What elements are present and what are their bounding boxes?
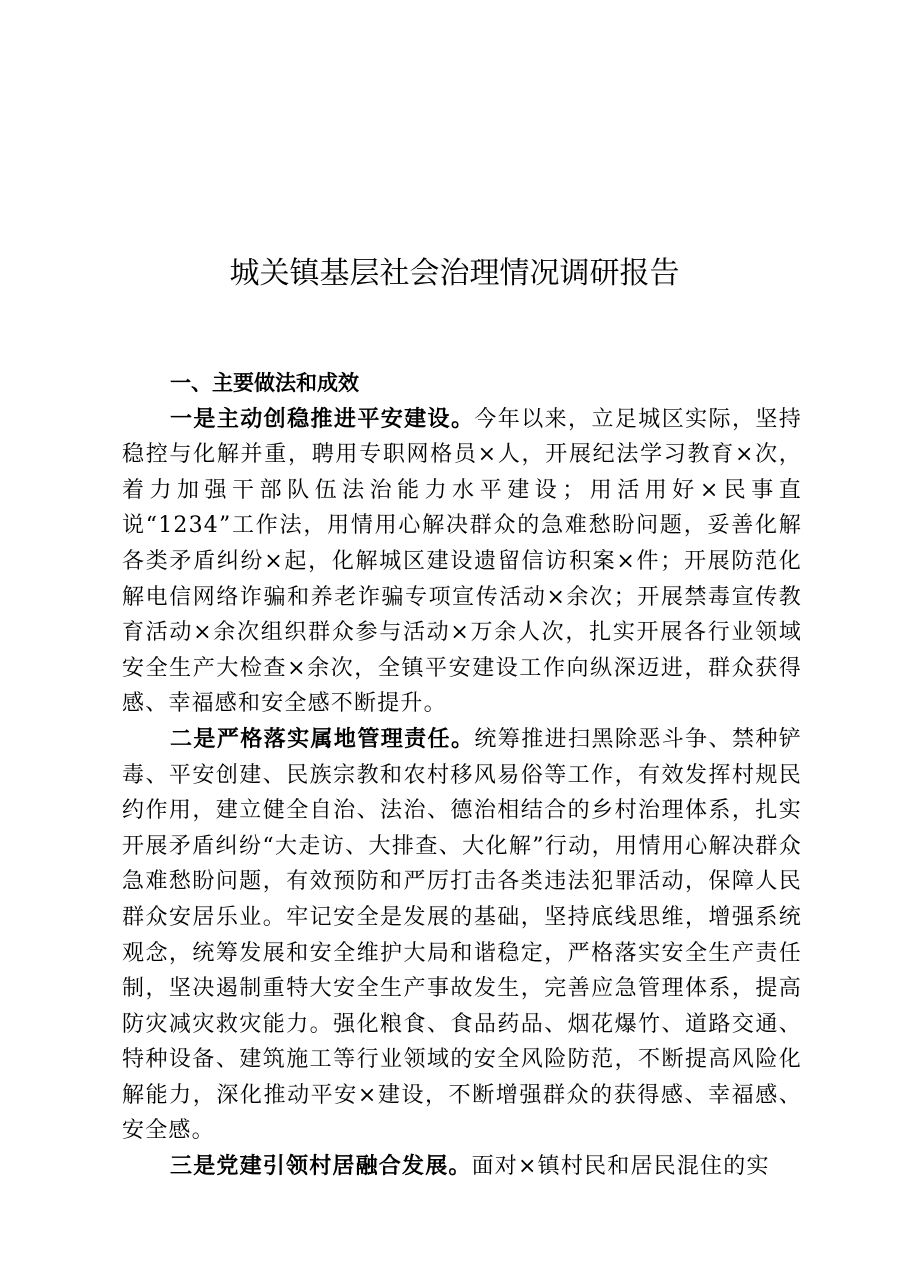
- paragraph-3-text: 面对×镇村民和居民混住的实: [471, 1154, 770, 1180]
- paragraph-3-lead: 三是党建引领村居融合发展。: [170, 1153, 472, 1180]
- paragraph-3: [122, 1149, 802, 1185]
- paragraph-2-text: 统筹推进扫黑除恶斗争、禁种铲毒、平安创建、民族宗教和农村移风易俗等工作，有效发挥村规民约作用，建立健全自治、法治、德治相结合的乡村治理体系，扎实开展矛盾纠纷“大走访、大排查、大化解”行动，用情用心解决群众急难愁盼问题，有效预防和严厉打击各类违法犯罪活动，保障人民群众安居乐业。牢记安全是发展的基础，坚持底线思维，增强系统观念，统筹发展和安全维护大局和谐稳定，严格落实安全生产责任制，坚决遏制重特大安全生产事故发生，完善应急管理体系，提高防灾减灾救灾能力。强化粮食、食品药品、烟花爆竹、道路交通、特种设备、建筑施工等行业领域的安全风险防范，不断提高风险化解能力，深化推动平安×建设，不断增强群众的获得感、幸福感、安全感。: [122, 726, 802, 1144]
- paragraph-2: [122, 722, 802, 1149]
- paragraph-1: [122, 402, 802, 722]
- document-body: [122, 366, 802, 1185]
- document-title: 城关镇基层社会治理情况调研报告: [229, 256, 680, 291]
- paragraph-2-lead: 二是严格落实属地管理责任。: [170, 725, 475, 752]
- paragraph-1-lead: 一是主动创稳推进平安建设。: [170, 405, 475, 432]
- section-heading: 一、主要做法和成效: [170, 371, 359, 395]
- paragraph-1-text: 今年以来，立足城区实际，坚持稳控与化解并重，聘用专职网格员×人，开展纪法学习教育×次，着力加强干部队伍法治能力水平建设；用活用好×民事直说“1234”工作法，用情用心解决群众的急难愁盼问题，妥善化解各类矛盾纠纷×起，化解城区建设遗留信访积案×件；开展防范化解电信网络诈骗和养老诈骗专项宣传活动×余次；开展禁毒宣传教育活动×余次组织群众参与活动×万余人次，扎实开展各行业领域安全生产大检查×余次，全镇平安建设工作向纵深迈进，群众获得感、幸福感和安全感不断提升。: [122, 406, 802, 717]
